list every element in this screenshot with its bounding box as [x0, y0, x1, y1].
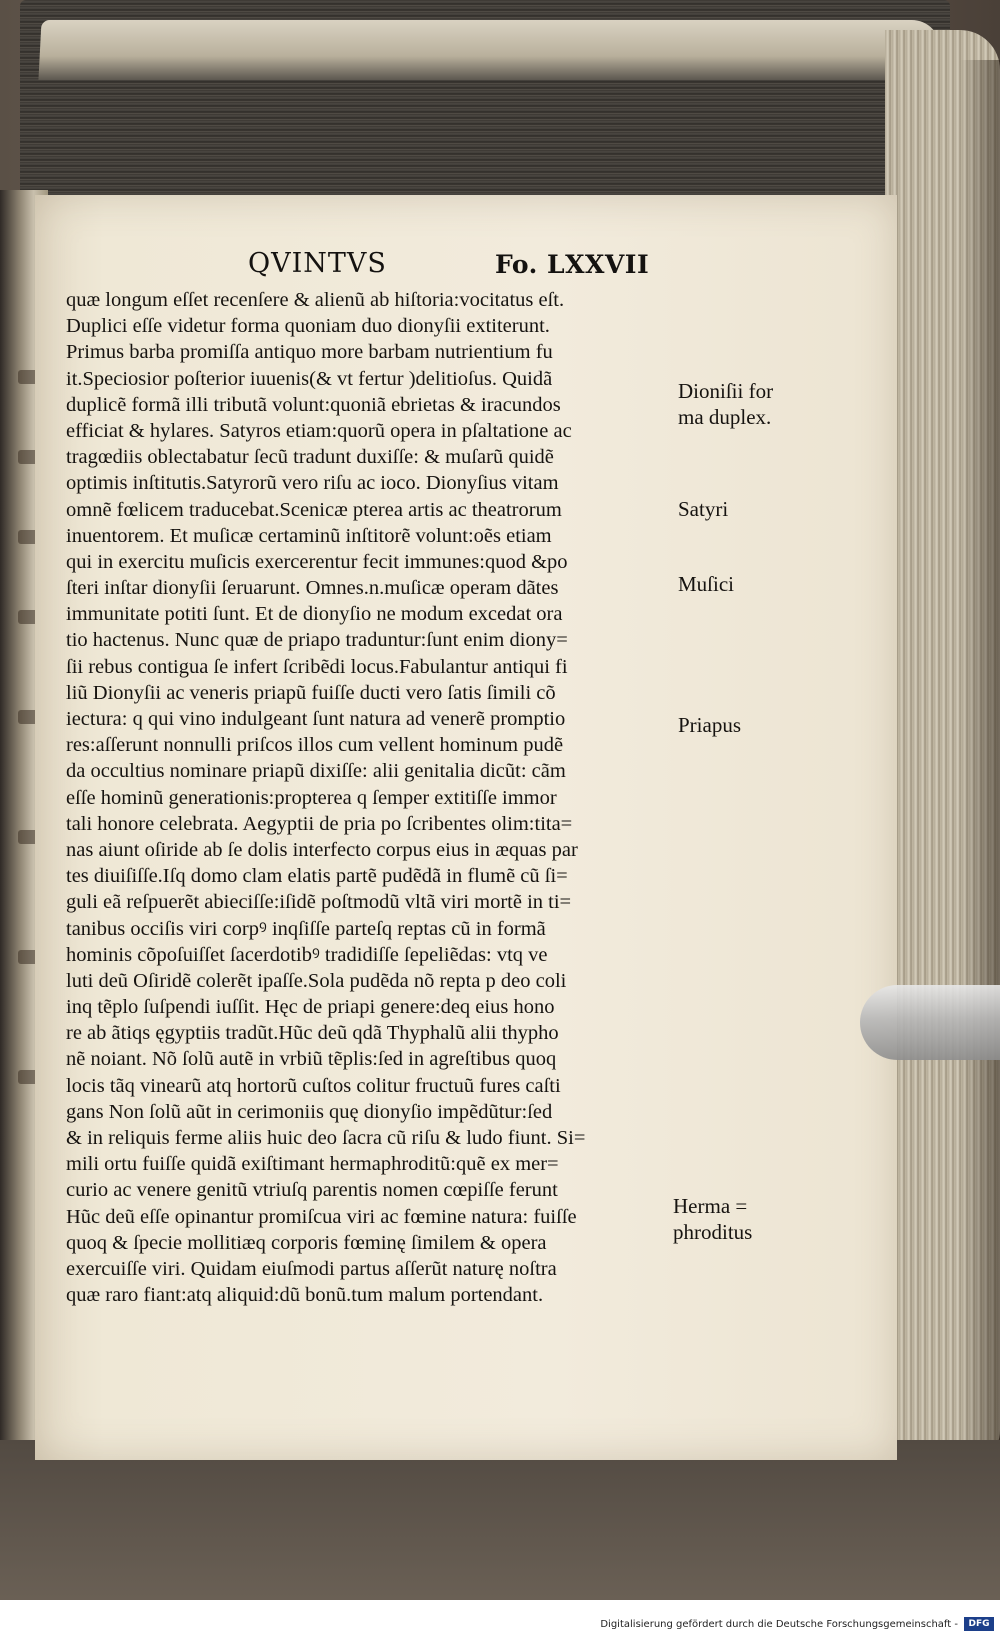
text-line: duplicẽ formã illi tributã volunt:quoniã ebrietas & iracundos	[66, 393, 561, 416]
text-line: Duplici eſſe videtur forma quoniam duo dionyſii extiterunt.	[66, 315, 550, 338]
text-line: tio hactenus. Nunc quæ de priapo traduntur:ſunt enim diony=	[66, 629, 568, 652]
text-line: tali honore celebrata. Aegyptii de pria po ſcribentes olim:tita=	[66, 812, 573, 835]
text-line: efficiat & hylares. Satyros etiam:quorũ opera in pſaltatione ac	[66, 419, 572, 442]
text-line: ſteri inſtar dionyſii ſeruarunt. Omnes.n.muſicæ operam dãtes	[66, 577, 559, 600]
text-line: inuentorem. Et muſicæ certaminũ inſtitorẽ volunt:oẽs etiam	[66, 524, 552, 547]
text-line: tanibus occiſis viri corpꝰ inqſiſſe parteſq reptas cũ in formã	[66, 917, 546, 940]
marginal-note-musici	[678, 571, 734, 597]
marginal-note-dionisii	[678, 378, 773, 430]
text-line: qui in exercitu muſicis exercerentur fecit immunes:quod &po	[66, 550, 568, 573]
text-line: res:aſſerunt nonnulli priſcos illos cum vellent hominum pudẽ	[66, 734, 564, 757]
text-line: inq tẽplo ſuſpendi iuſſit. Hęc de priapi genere:deq eius hono	[66, 996, 555, 1019]
text-line: omnẽ fœlicem traducebat.Scenicæ pterea artis ac theatrorum	[66, 498, 562, 521]
marginal-note-hermaphroditus	[673, 1193, 752, 1245]
funding-credit: Digitalisierung gefördert durch die Deutsche Forschungsgemeinschaft -	[600, 1619, 958, 1630]
marginal-note-line: phroditus	[673, 1220, 753, 1244]
marginal-note-line: Herma =	[673, 1194, 748, 1218]
text-line: guli eã reſpuerẽt abieciſſe:iſidẽ poſtmodũ vltã viri mortẽ in ti=	[66, 891, 572, 914]
text-line: quoq & ſpecie mollitiæq corporis fœminę ſimilem & opera	[66, 1231, 547, 1254]
marginal-note-line: ma duplex.	[678, 405, 772, 429]
body-text	[66, 287, 585, 1308]
text-line: tragœdiis oblectabatur ſecũ tradunt duxiſſe: & muſarũ quidẽ	[66, 446, 554, 469]
text-line: quæ longum eſſet recenſere & alienũ ab hiſtoria:vocitatus eſt.	[66, 289, 565, 311]
text-line: re ab ãtiqs ęgyptiis tradũt.Hũc deũ qdã Thyphalũ alii thypho	[66, 1022, 559, 1045]
book-bottom-edge	[0, 1440, 1000, 1600]
text-line: tes diuiſiſſe.Iſq domo clam elatis partẽ pudẽdã in flumẽ cũ ſi=	[66, 865, 568, 888]
dfg-logo: DFG	[964, 1617, 994, 1631]
text-line: Hũc deũ eſſe opinantur promiſcua viri ac fœmine natura: fuiſſe	[66, 1205, 577, 1228]
fore-edge-shadow	[960, 60, 1000, 1460]
marginal-note-line: Muſici	[678, 572, 734, 596]
text-line: curio ac venere genitũ vtriuſq parentis nomen cœpiſſe ferunt	[66, 1179, 558, 1202]
text-line: da occultius nominare priapũ dixiſſe: alii genitalia dicũt: cãm	[66, 760, 566, 783]
marginal-note-line: Dioniſii for	[678, 379, 774, 403]
text-line: mili ortu fuiſſe quidã exiſtimant hermaphroditũ:quẽ ex mer=	[66, 1153, 559, 1176]
marginal-note-satyri	[678, 496, 728, 522]
page-clip	[860, 985, 1000, 1060]
text-line: & in reliquis ferme aliis huic deo ſacra cũ riſu & ludo fiunt. Si=	[66, 1127, 586, 1149]
folio-number: Fo. LXXVII	[495, 250, 650, 279]
text-line: Primus barba promiſſa antiquo more barbam nutrientium fu	[66, 341, 553, 364]
text-line: liũ Dionyſii ac veneris priapũ fuiſſe ducti vero ſatis ſimili cõ	[66, 681, 556, 704]
text-line: nas aiunt oſiride ab ſe dolis interfecto corpus eius in æquas par	[66, 838, 578, 861]
text-line: ſii rebus contigua ſe infert ſcribẽdi locus.Fabulantur antiqui fi	[66, 655, 568, 678]
top-page-corner	[38, 20, 941, 80]
text-line: nẽ noiant. Nõ ſolũ autẽ in vrbiũ tẽplis:ſed in agreſtibus quoq	[66, 1048, 557, 1071]
text-line: quæ raro fiant:atq aliquid:dũ bonũ.tum malum portendant.	[66, 1284, 544, 1307]
text-line: gans Non ſolũ aũt in cerimoniis quę dionyſio impẽdũtur:ſed	[66, 1100, 553, 1123]
text-line: hominis cõpoſuiſſet ſacerdotibꝰ tradidiſſe ſepeliẽdas: vtq ve	[66, 943, 548, 966]
marginal-note-line: Satyri	[678, 497, 729, 521]
marginal-note-priapus	[678, 712, 741, 738]
text-line: optimis inſtitutis.Satyrorũ vero riſu ac ioco. Dionyſius vitam	[66, 472, 559, 495]
text-line: exercuiſſe viri. Quidam eiuſmodi partus aſſerũt naturę noſtra	[66, 1257, 557, 1280]
text-line: immunitate potiti ſunt. Et de dionyſio ne modum excedat ora	[66, 603, 563, 626]
text-line: eſſe hominũ generationis:propterea q ſemper extitiſſe immor	[66, 786, 557, 809]
marginal-note-line: Priapus	[678, 713, 741, 737]
running-head: QVINTVS	[248, 248, 387, 279]
text-line: luti deũ Oſiridẽ colerẽt ipaſſe.Sola pudẽda nõ repta p deo coli	[66, 969, 567, 992]
text-line: it.Speciosior poſterior iuuenis(& vt fertur )delitioſus. Quidã	[66, 367, 553, 390]
text-line: locis tãq vinearũ atq hortorũ cuſtos colitur fructuũ fures caſti	[66, 1074, 561, 1097]
text-line: iectura: q qui vino indulgeant ſunt natura ad venerẽ promptio	[66, 708, 566, 730]
